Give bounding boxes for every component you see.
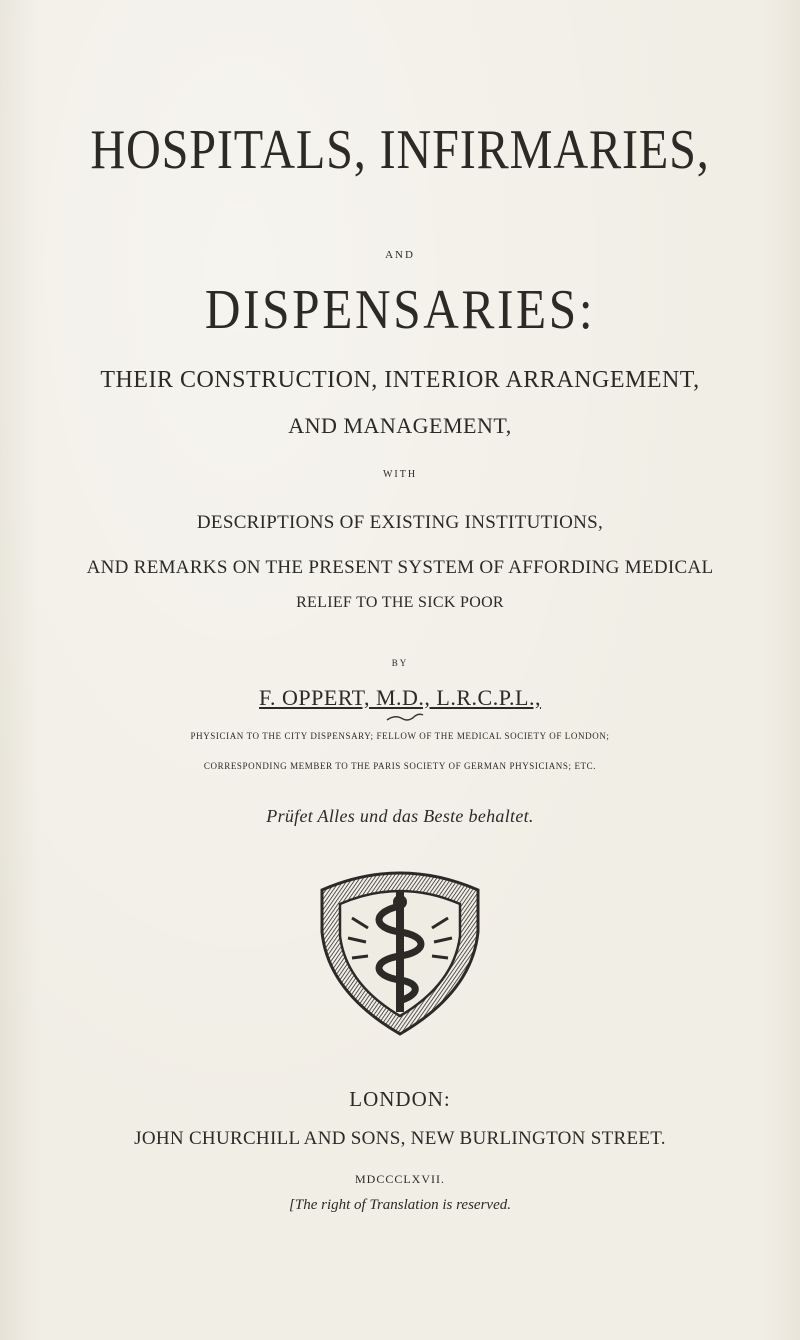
author-credentials-line-2: CORRESPONDING MEMBER TO THE PARIS SOCIETY OF GERMAN PHYSICIANS; ETC. (203, 761, 597, 771)
description-line-3: RELIEF TO THE SICK POOR (296, 594, 504, 611)
subtitle-line-2: AND MANAGEMENT, (288, 413, 512, 438)
title-conjunction: AND (385, 249, 415, 261)
motto: Prüfet Alles und das Beste behaltet. (266, 806, 534, 826)
by-label: BY (391, 658, 409, 668)
imprint-city: LONDON: (349, 1087, 451, 1111)
imprint-date: MDCCCLXVII. (354, 1172, 445, 1186)
rights-notice: [The right of Translation is reserved. (289, 1197, 511, 1213)
title-line-1: HOSPITALS, INFIRMARIES, (90, 119, 710, 181)
author-name-text: F. OPPERT, M.D., L.R.C.P.L., (259, 685, 541, 710)
subtitle-line-1: THEIR CONSTRUCTION, INTERIOR ARRANGEMENT, (100, 367, 700, 393)
flourish-icon (385, 712, 425, 724)
publisher-emblem-icon (312, 862, 488, 1038)
description-line-2: AND REMARKS ON THE PRESENT SYSTEM OF AFFORDING MEDICAL (86, 557, 714, 578)
author-credentials-line-1: PHYSICIAN TO THE CITY DISPENSARY; FELLOW OF THE MEDICAL SOCIETY OF LONDON; (190, 731, 610, 741)
with-label: WITH (382, 469, 418, 480)
title-line-2: DISPENSARIES: (204, 279, 596, 341)
imprint-publisher: JOHN CHURCHILL AND SONS, NEW BURLINGTON STREET. (134, 1128, 666, 1149)
description-line-1: DESCRIPTIONS OF EXISTING INSTITUTIONS, (196, 512, 604, 533)
author-name (0, 685, 800, 711)
